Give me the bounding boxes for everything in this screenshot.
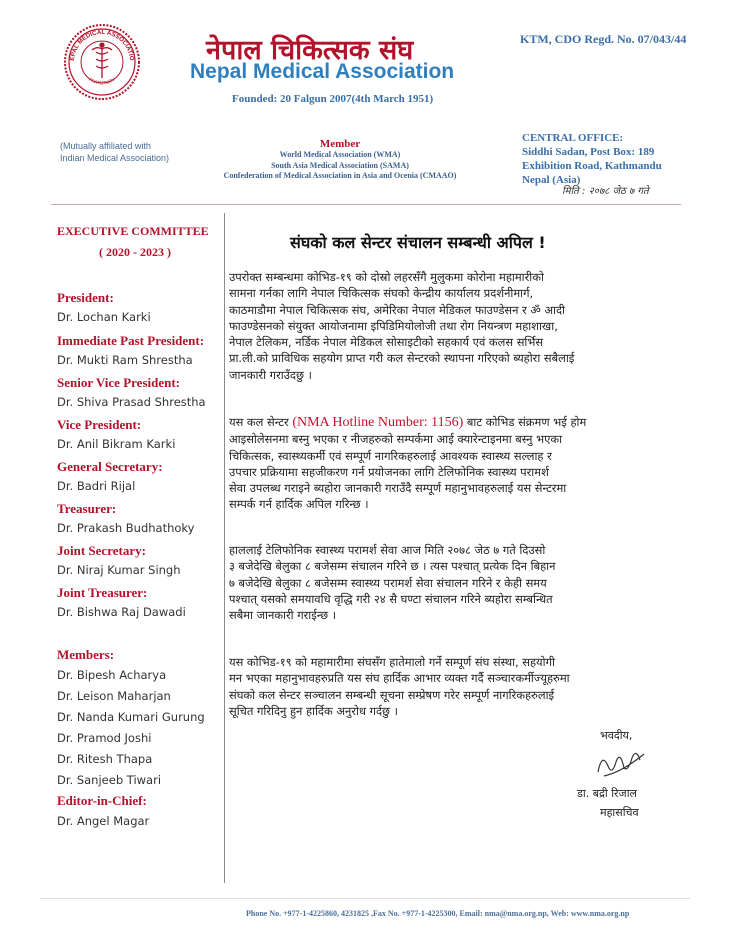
member-line: World Medical Association (WMA) (279, 150, 401, 159)
text-line: सामना गर्नका लागि नेपाल चिकित्सक संघको केन्द्रीय कार्यालय प्रदर्शनीमार्ग, (229, 286, 534, 301)
role-vice-president: Vice President: (57, 417, 142, 432)
affiliation-line: (Mutually affiliated with (60, 141, 151, 151)
hotline-number: (NMA Hotline Number: 1156) (292, 415, 464, 430)
text-line: उपचार प्रक्रियामा सहजीकरण गर्न प्रयोजनका लागि टेलिफोनिक स्वास्थ्य परामर्श (229, 464, 549, 479)
text-line: उपरोक्त सम्बन्धमा कोभिड-१९ को दोस्रो लहरसँगै मुलुकमा कोरोना महामारीको (229, 270, 544, 284)
text-line: आइसोलेसनमा बस्नु भएका र नीजहरुको सम्पर्कमा आई क्यारेन्टाइनमा बस्नु भएका (229, 432, 563, 447)
person-name: Dr. Niraj Kumar Singh (57, 563, 181, 577)
caduceus-icon (92, 43, 112, 78)
person-name: Dr. Angel Magar (57, 814, 150, 828)
letter-subject: संघको कल सेन्टर संचालन सम्बन्धी अपिल ! (290, 233, 546, 252)
text-line: प्रा.ली.को प्राविधिक सहयोग प्राप्त गरी कल सेन्टरको स्थापना गरिएको ब्यहोरा सबैलाई (229, 351, 575, 366)
person-name: Dr. Bishwa Raj Dawadi (57, 605, 186, 619)
text-line: चिकित्सक, स्वास्थ्यकर्मी एवं सम्पूर्ण नागरिकहरुलाई आवश्यक स्वास्थ्य सल्लाह र (229, 448, 552, 463)
text-line: काठमाडौमा नेपाल चिकित्सक संघ, अमेरिका नेपाल मेडिकल फाउण्डेसन र ॐ आदी (229, 302, 565, 317)
paragraph-2 (229, 414, 680, 513)
text-line: जानकारी गराउँदछु । (229, 367, 312, 382)
logo-ring-bottom-text: FRATERNITY (87, 76, 117, 86)
logo-ring-top-text: EPAL MEDICAL ASSOCIATIO (68, 28, 136, 62)
committee-title: EXECUTIVE COMMITTEE (57, 224, 209, 238)
header-divider (51, 204, 681, 205)
role-members: Members: (57, 647, 115, 662)
text-line: यस कोभिड-१९ को महामारीमा संघसँग हातेमालो गर्ने सम्पूर्ण संघ संस्था, सहयोगी (229, 655, 555, 669)
role-treasurer: Treasurer: (57, 501, 117, 516)
registration-number: KTM, CDO Regd. No. 07/043/44 (520, 32, 687, 46)
executive-committee (57, 224, 222, 260)
office-line: Nepal (Asia) (522, 174, 581, 186)
text-line: मन भएका महानुभावहरुप्रति यस संघ हार्दिक आभार व्यक्त गर्दै सञ्चारकर्मीज्यूहरुमा (229, 671, 570, 686)
signer-name: डा. बद्री रिजाल (577, 787, 638, 800)
footer-contact: Phone No. +977-1-4225860, 4231825 ,Fax No. +977-1-4225300, Email: nma@nma.org.np, Web: www.nma.org.np (246, 909, 630, 918)
para2-suffix: बाट कोभिड संक्रमण भई होम (466, 415, 587, 429)
text-line: नेपाल टेलिकम, नर्डिक नेपाल मेडिकल सोसाइटीको सहकार्य एवं कलस सर्भिस (229, 335, 544, 350)
text-line: सम्पर्क गर्न हार्दिक अपिल गरिन्छ । (229, 497, 369, 512)
person-name: Dr. Ritesh Thapa (57, 752, 153, 766)
nma-logo-emblem (62, 22, 142, 102)
text-line: हाललाई टेलिफोनिक स्वास्थ्य परामर्श सेवा आज मिति २०७८ जेठ ७ गते दिउसो (229, 543, 546, 557)
member-block (200, 138, 480, 182)
person-name: Dr. Anil Bikram Karki (57, 437, 176, 451)
person-name: Dr. Nanda Kumari Gurung (57, 710, 205, 724)
office-line: Siddhi Sadan, Post Box: 189 (522, 146, 655, 158)
handwritten-signature (592, 742, 652, 786)
person-name: Dr. Sanjeeb Tiwari (57, 773, 162, 787)
role-joint-secretary: Joint Secretary: (57, 543, 146, 558)
role-president: President: (57, 290, 114, 305)
office-title: CENTRAL OFFICE: (522, 132, 624, 144)
org-name-nepali: नेपाल चिकित्सक संघ (206, 35, 414, 66)
role-editor-in-chief: Editor-in-Chief: (57, 793, 147, 808)
person-name: Dr. Leison Maharjan (57, 689, 171, 703)
paragraph-4 (229, 654, 680, 719)
committee-list (57, 290, 225, 834)
person-name: Dr. Lochan Karki (57, 310, 151, 324)
member-line: Confederation of Medical Association in Asia and Ocenia (CMAAO) (223, 171, 457, 180)
text-line: फाउण्डेसनको संयुक्त आयोजनामा इपिडिमियोलोजी तथा रोग नियन्त्रण महाशाखा, (229, 318, 558, 333)
person-name: Dr. Mukti Ram Shrestha (57, 353, 193, 367)
paragraph-1 (229, 269, 680, 383)
signer-title: महासचिव (600, 806, 639, 819)
org-name-english: Nepal Medical Association (190, 60, 455, 83)
person-name: Dr. Pramod Joshi (57, 731, 152, 745)
affiliation-note (60, 140, 169, 164)
text-line: पश्चात् यसको समयावधि वृद्धि गरी २४ सै घण्टा संचालन गरिने ब्यहोरा सम्बन्धित (229, 591, 553, 606)
text-line: ३ बजेदेखि बेलुका ८ बजेसम्म संचालन गरिने छ । त्यस पश्चात् प्रत्येक दिन बिहान (229, 559, 556, 574)
committee-period: ( 2020 - 2023 ) (99, 245, 171, 259)
text-line: सबैमा जानकारी गराईन्छ । (229, 608, 337, 623)
founded-line: Founded: 20 Falgun 2007(4th March 1951) (232, 93, 434, 105)
role-senior-vice-president: Senior Vice President: (57, 375, 181, 390)
footer-divider (40, 898, 690, 899)
text-line: ७ बजेदेखि बेलुका ८ बजेसम्म स्वास्थ्य परामर्श सेवा संचालन गरिने र केही समय (229, 575, 547, 590)
person-name: Dr. Shiva Prasad Shrestha (57, 395, 206, 409)
role-general-secretary: General Secretary: (57, 459, 163, 474)
central-office (522, 131, 662, 187)
paragraph-3 (229, 542, 680, 623)
svg-text:FRATERNITY (88, 77, 116, 86)
member-title: Member (319, 138, 361, 150)
person-name: Dr. Badri Rijal (57, 479, 136, 493)
para2-prefix: यस कल सेन्टर (229, 415, 289, 429)
affiliation-line: Indian Medical Association) (60, 153, 170, 163)
text-line: सूचित गरिदिनु हुन हार्दिक अनुरोध गर्दछु । (229, 703, 398, 718)
text-line: सेवा उपलब्ध गराइने ब्यहोरा जानकारी गराउँदै सम्पूर्ण महानुभावहरुलाई यस सेन्टरमा (229, 481, 567, 496)
member-line: South Asia Medical Association (SAMA) (271, 160, 409, 170)
logo (62, 22, 142, 102)
role-immediate-past-president: Immediate Past President: (57, 333, 205, 348)
office-line: Exhibition Road, Kathmandu (522, 160, 662, 172)
text-line (229, 414, 680, 431)
person-name: Dr. Bipesh Acharya (57, 668, 167, 682)
closing-text: भवदीय, (600, 729, 633, 742)
person-name: Dr. Prakash Budhathoky (57, 521, 195, 535)
text-line: संघको कल सेन्टर सञ्चालन सम्बन्धी सूचना सम्प्रेषण गरेर सम्पूर्ण नागरिकहरुलाई (229, 687, 555, 702)
role-joint-treasurer: Joint Treasurer: (57, 585, 148, 600)
letter-date: मिति : २०७८ जेठ ७ गते (562, 186, 649, 197)
